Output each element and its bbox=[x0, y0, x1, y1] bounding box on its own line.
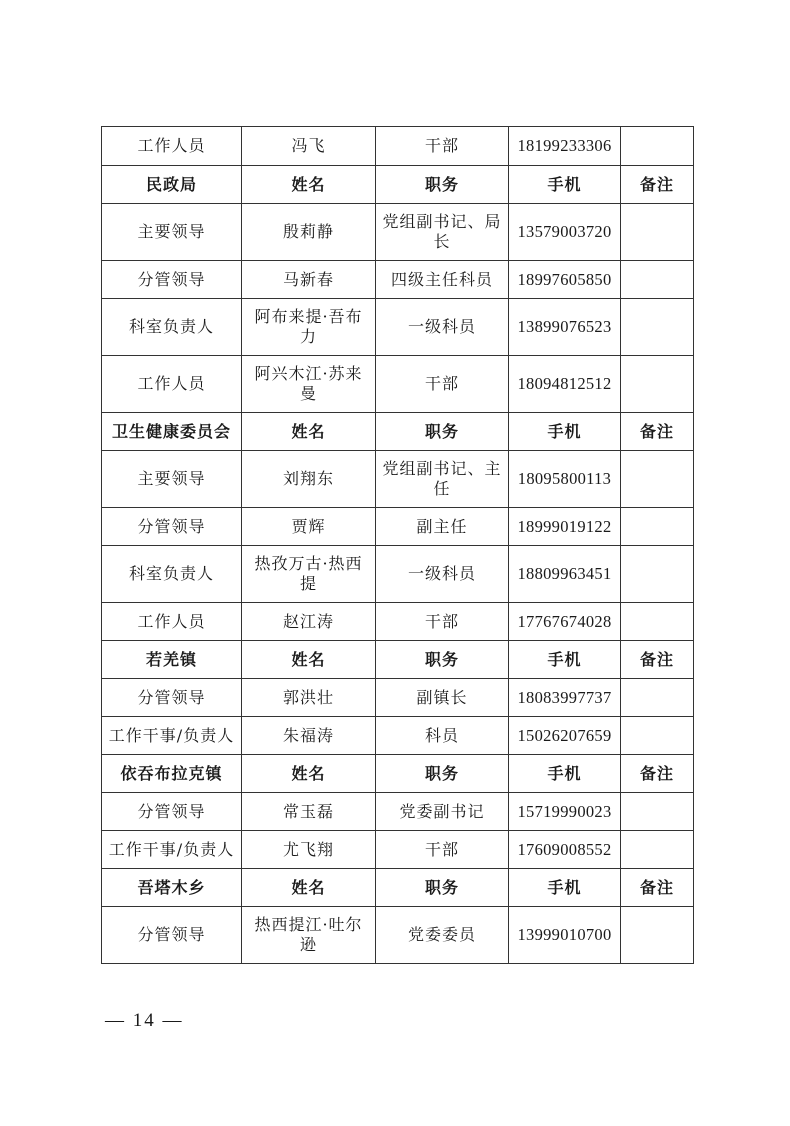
table-row bbox=[102, 204, 694, 261]
cell-role: 工作干事/负责人 bbox=[102, 717, 242, 755]
cell-role: 工作人员 bbox=[102, 127, 242, 166]
cell-phone: 18083997737 bbox=[509, 679, 621, 717]
section-header-row bbox=[102, 755, 694, 793]
cell-title: 科员 bbox=[376, 717, 509, 755]
section-header-row bbox=[102, 166, 694, 204]
section-header-row bbox=[102, 869, 694, 907]
cell-phone: 18809963451 bbox=[509, 546, 621, 603]
cell-note bbox=[621, 261, 694, 299]
table-row bbox=[102, 546, 694, 603]
table-row bbox=[102, 603, 694, 641]
cell-note bbox=[621, 204, 694, 261]
section-header-row bbox=[102, 413, 694, 451]
cell-note bbox=[621, 127, 694, 166]
cell-phone: 15026207659 bbox=[509, 717, 621, 755]
cell-role: 主要领导 bbox=[102, 451, 242, 508]
contact-table-body bbox=[102, 127, 694, 964]
cell-note bbox=[621, 356, 694, 413]
cell-name: 常玉磊 bbox=[242, 793, 376, 831]
header-name: 姓名 bbox=[242, 755, 376, 793]
header-title: 职务 bbox=[376, 755, 509, 793]
cell-note bbox=[621, 907, 694, 964]
table-row bbox=[102, 508, 694, 546]
cell-title: 党委副书记 bbox=[376, 793, 509, 831]
header-note: 备注 bbox=[621, 413, 694, 451]
cell-role: 工作人员 bbox=[102, 603, 242, 641]
cell-name: 热西提江·吐尔逊 bbox=[242, 907, 376, 964]
cell-title: 副主任 bbox=[376, 508, 509, 546]
cell-title: 干部 bbox=[376, 603, 509, 641]
cell-phone: 17609008552 bbox=[509, 831, 621, 869]
cell-role: 工作人员 bbox=[102, 356, 242, 413]
cell-role: 科室负责人 bbox=[102, 546, 242, 603]
table-row bbox=[102, 831, 694, 869]
cell-role: 工作干事/负责人 bbox=[102, 831, 242, 869]
cell-name: 赵江涛 bbox=[242, 603, 376, 641]
cell-role: 科室负责人 bbox=[102, 299, 242, 356]
section-unit-name: 依吞布拉克镇 bbox=[102, 755, 242, 793]
cell-name: 刘翔东 bbox=[242, 451, 376, 508]
cell-role: 分管领导 bbox=[102, 261, 242, 299]
header-phone: 手机 bbox=[509, 413, 621, 451]
cell-title: 党组副书记、主任 bbox=[376, 451, 509, 508]
page-number: — 14 — bbox=[105, 1010, 184, 1031]
cell-phone: 18094812512 bbox=[509, 356, 621, 413]
cell-note bbox=[621, 603, 694, 641]
header-note: 备注 bbox=[621, 869, 694, 907]
table-row bbox=[102, 127, 694, 166]
cell-role: 分管领导 bbox=[102, 793, 242, 831]
table-row bbox=[102, 793, 694, 831]
header-name: 姓名 bbox=[242, 641, 376, 679]
cell-phone: 18997605850 bbox=[509, 261, 621, 299]
cell-name: 朱福涛 bbox=[242, 717, 376, 755]
table-row bbox=[102, 717, 694, 755]
section-unit-name: 民政局 bbox=[102, 166, 242, 204]
cell-title: 干部 bbox=[376, 127, 509, 166]
cell-phone: 18199233306 bbox=[509, 127, 621, 166]
header-name: 姓名 bbox=[242, 166, 376, 204]
cell-note bbox=[621, 793, 694, 831]
cell-role: 分管领导 bbox=[102, 679, 242, 717]
table-row bbox=[102, 907, 694, 964]
cell-title: 干部 bbox=[376, 831, 509, 869]
cell-name: 马新春 bbox=[242, 261, 376, 299]
header-phone: 手机 bbox=[509, 166, 621, 204]
cell-name: 阿布来提·吾布力 bbox=[242, 299, 376, 356]
cell-role: 分管领导 bbox=[102, 508, 242, 546]
cell-title: 四级主任科员 bbox=[376, 261, 509, 299]
cell-name: 热孜万古·热西提 bbox=[242, 546, 376, 603]
cell-phone: 13579003720 bbox=[509, 204, 621, 261]
cell-note bbox=[621, 546, 694, 603]
header-name: 姓名 bbox=[242, 869, 376, 907]
table-row bbox=[102, 451, 694, 508]
cell-note bbox=[621, 451, 694, 508]
cell-phone: 13899076523 bbox=[509, 299, 621, 356]
cell-name: 冯飞 bbox=[242, 127, 376, 166]
header-title: 职务 bbox=[376, 166, 509, 204]
header-phone: 手机 bbox=[509, 869, 621, 907]
cell-note bbox=[621, 679, 694, 717]
header-name: 姓名 bbox=[242, 413, 376, 451]
cell-title: 一级科员 bbox=[376, 299, 509, 356]
cell-title: 副镇长 bbox=[376, 679, 509, 717]
header-title: 职务 bbox=[376, 641, 509, 679]
header-note: 备注 bbox=[621, 755, 694, 793]
cell-phone: 15719990023 bbox=[509, 793, 621, 831]
cell-name: 尤飞翔 bbox=[242, 831, 376, 869]
cell-title: 一级科员 bbox=[376, 546, 509, 603]
cell-title: 党委委员 bbox=[376, 907, 509, 964]
section-header-row bbox=[102, 641, 694, 679]
cell-title: 党组副书记、局长 bbox=[376, 204, 509, 261]
cell-name: 阿兴木江·苏来曼 bbox=[242, 356, 376, 413]
cell-role: 分管领导 bbox=[102, 907, 242, 964]
contact-table bbox=[101, 126, 694, 964]
cell-note bbox=[621, 299, 694, 356]
cell-note bbox=[621, 508, 694, 546]
header-title: 职务 bbox=[376, 413, 509, 451]
cell-role: 主要领导 bbox=[102, 204, 242, 261]
cell-note bbox=[621, 831, 694, 869]
header-note: 备注 bbox=[621, 641, 694, 679]
header-phone: 手机 bbox=[509, 641, 621, 679]
cell-phone: 13999010700 bbox=[509, 907, 621, 964]
cell-name: 贾辉 bbox=[242, 508, 376, 546]
table-row bbox=[102, 299, 694, 356]
header-note: 备注 bbox=[621, 166, 694, 204]
cell-name: 殷莉静 bbox=[242, 204, 376, 261]
cell-phone: 18999019122 bbox=[509, 508, 621, 546]
cell-name: 郭洪壮 bbox=[242, 679, 376, 717]
table-row bbox=[102, 679, 694, 717]
cell-phone: 18095800113 bbox=[509, 451, 621, 508]
section-unit-name: 若羌镇 bbox=[102, 641, 242, 679]
header-phone: 手机 bbox=[509, 755, 621, 793]
cell-phone: 17767674028 bbox=[509, 603, 621, 641]
cell-title: 干部 bbox=[376, 356, 509, 413]
header-title: 职务 bbox=[376, 869, 509, 907]
table-row bbox=[102, 356, 694, 413]
section-unit-name: 卫生健康委员会 bbox=[102, 413, 242, 451]
table-row bbox=[102, 261, 694, 299]
section-unit-name: 吾塔木乡 bbox=[102, 869, 242, 907]
cell-note bbox=[621, 717, 694, 755]
